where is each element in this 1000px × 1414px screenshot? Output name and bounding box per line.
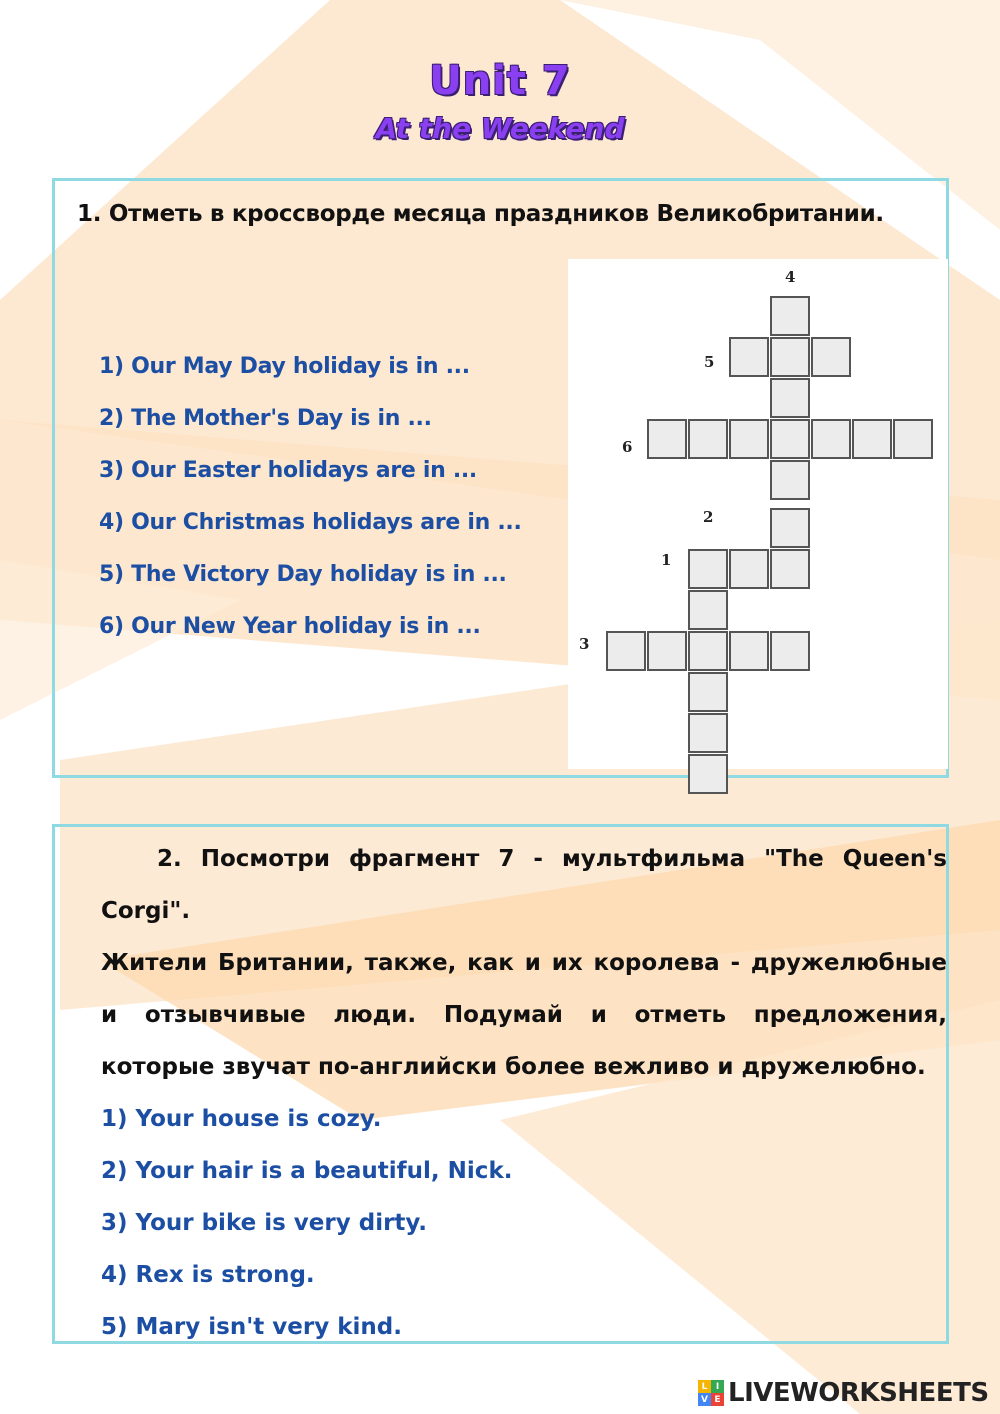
crossword-number-2: 2 [703,508,714,526]
unit-title: Unit 7 [429,58,571,104]
crossword-cell[interactable] [770,378,810,418]
crossword-number-4: 4 [785,268,796,286]
sentence-item[interactable]: 2) Your hair is a beautiful, Nick. [101,1158,513,1184]
crossword-cell[interactable] [770,631,810,671]
clue-item: 3) Our Easter holidays are in ... [99,458,477,483]
clue-item: 4) Our Christmas holidays are in ... [99,510,522,535]
crossword-number-3: 3 [579,635,590,653]
sentence-item[interactable]: 3) Your bike is very dirty. [101,1210,428,1236]
clue-item: 6) Our New Year holiday is in ... [99,614,481,639]
liveworksheets-brand: LIVEWORKSHEETS [728,1378,989,1408]
crossword-cell[interactable] [688,549,728,589]
crossword-cell[interactable] [729,549,769,589]
liveworksheets-logo[interactable] [698,1378,989,1408]
task2-instruction: Жители Британии, также, как и их королева - дружелюбные и отзывчивые люди. Подумай и отметь предложения, которые звучат по-английски более вежливо и дружелюбно. [101,950,947,1080]
crossword-cell[interactable] [729,337,769,377]
crossword-cell[interactable] [688,713,728,753]
crossword-cell[interactable] [770,549,810,589]
crossword-number-5: 5 [704,353,715,371]
task2-heading: 2. Посмотри фрагмент 7 - мультфильма "The Queen's Corgi". [101,846,947,924]
logo-letter: V [698,1393,711,1406]
crossword-cell[interactable] [688,672,728,712]
crossword-cell[interactable] [729,631,769,671]
clue-list [99,347,522,659]
crossword-cell[interactable] [647,631,687,671]
liveworksheets-logo-icon [698,1380,724,1406]
crossword-cell[interactable] [770,508,810,548]
crossword-cell[interactable] [606,631,646,671]
task2-text [101,833,947,1353]
clue-item: 1) Our May Day holiday is in ... [99,354,470,379]
crossword-cell[interactable] [770,460,810,500]
clue-item: 2) The Mother's Day is in ... [99,406,432,431]
crossword-number-6: 6 [622,438,633,456]
task2-box [52,824,949,1344]
crossword-grid [568,259,948,769]
crossword-cell[interactable] [811,419,851,459]
crossword-number-1: 1 [661,551,672,569]
logo-letter: E [711,1393,724,1406]
crossword-cell[interactable] [729,419,769,459]
crossword-cell[interactable] [893,419,933,459]
crossword-cell[interactable] [811,337,851,377]
crossword-cell[interactable] [688,631,728,671]
sentence-item[interactable]: 5) Mary isn't very kind. [101,1314,402,1340]
crossword-cell[interactable] [852,419,892,459]
crossword-cell[interactable] [688,754,728,794]
clue-item: 5) The Victory Day holiday is in ... [99,562,507,587]
crossword-cell[interactable] [770,296,810,336]
crossword-cell[interactable] [770,419,810,459]
crossword-cell[interactable] [647,419,687,459]
sentence-item[interactable]: 1) Your house is cozy. [101,1106,382,1132]
task1-heading: 1. Отметь в кроссворде месяца праздников Великобритании. [77,201,884,227]
crossword-cell[interactable] [688,590,728,630]
crossword-cell[interactable] [688,419,728,459]
sentence-item[interactable]: 4) Rex is strong. [101,1262,315,1288]
logo-letter: L [698,1380,711,1393]
unit-subtitle: At the Weekend [375,112,625,145]
crossword-cell[interactable] [770,337,810,377]
task1-box [52,178,949,778]
logo-letter: I [711,1380,724,1393]
